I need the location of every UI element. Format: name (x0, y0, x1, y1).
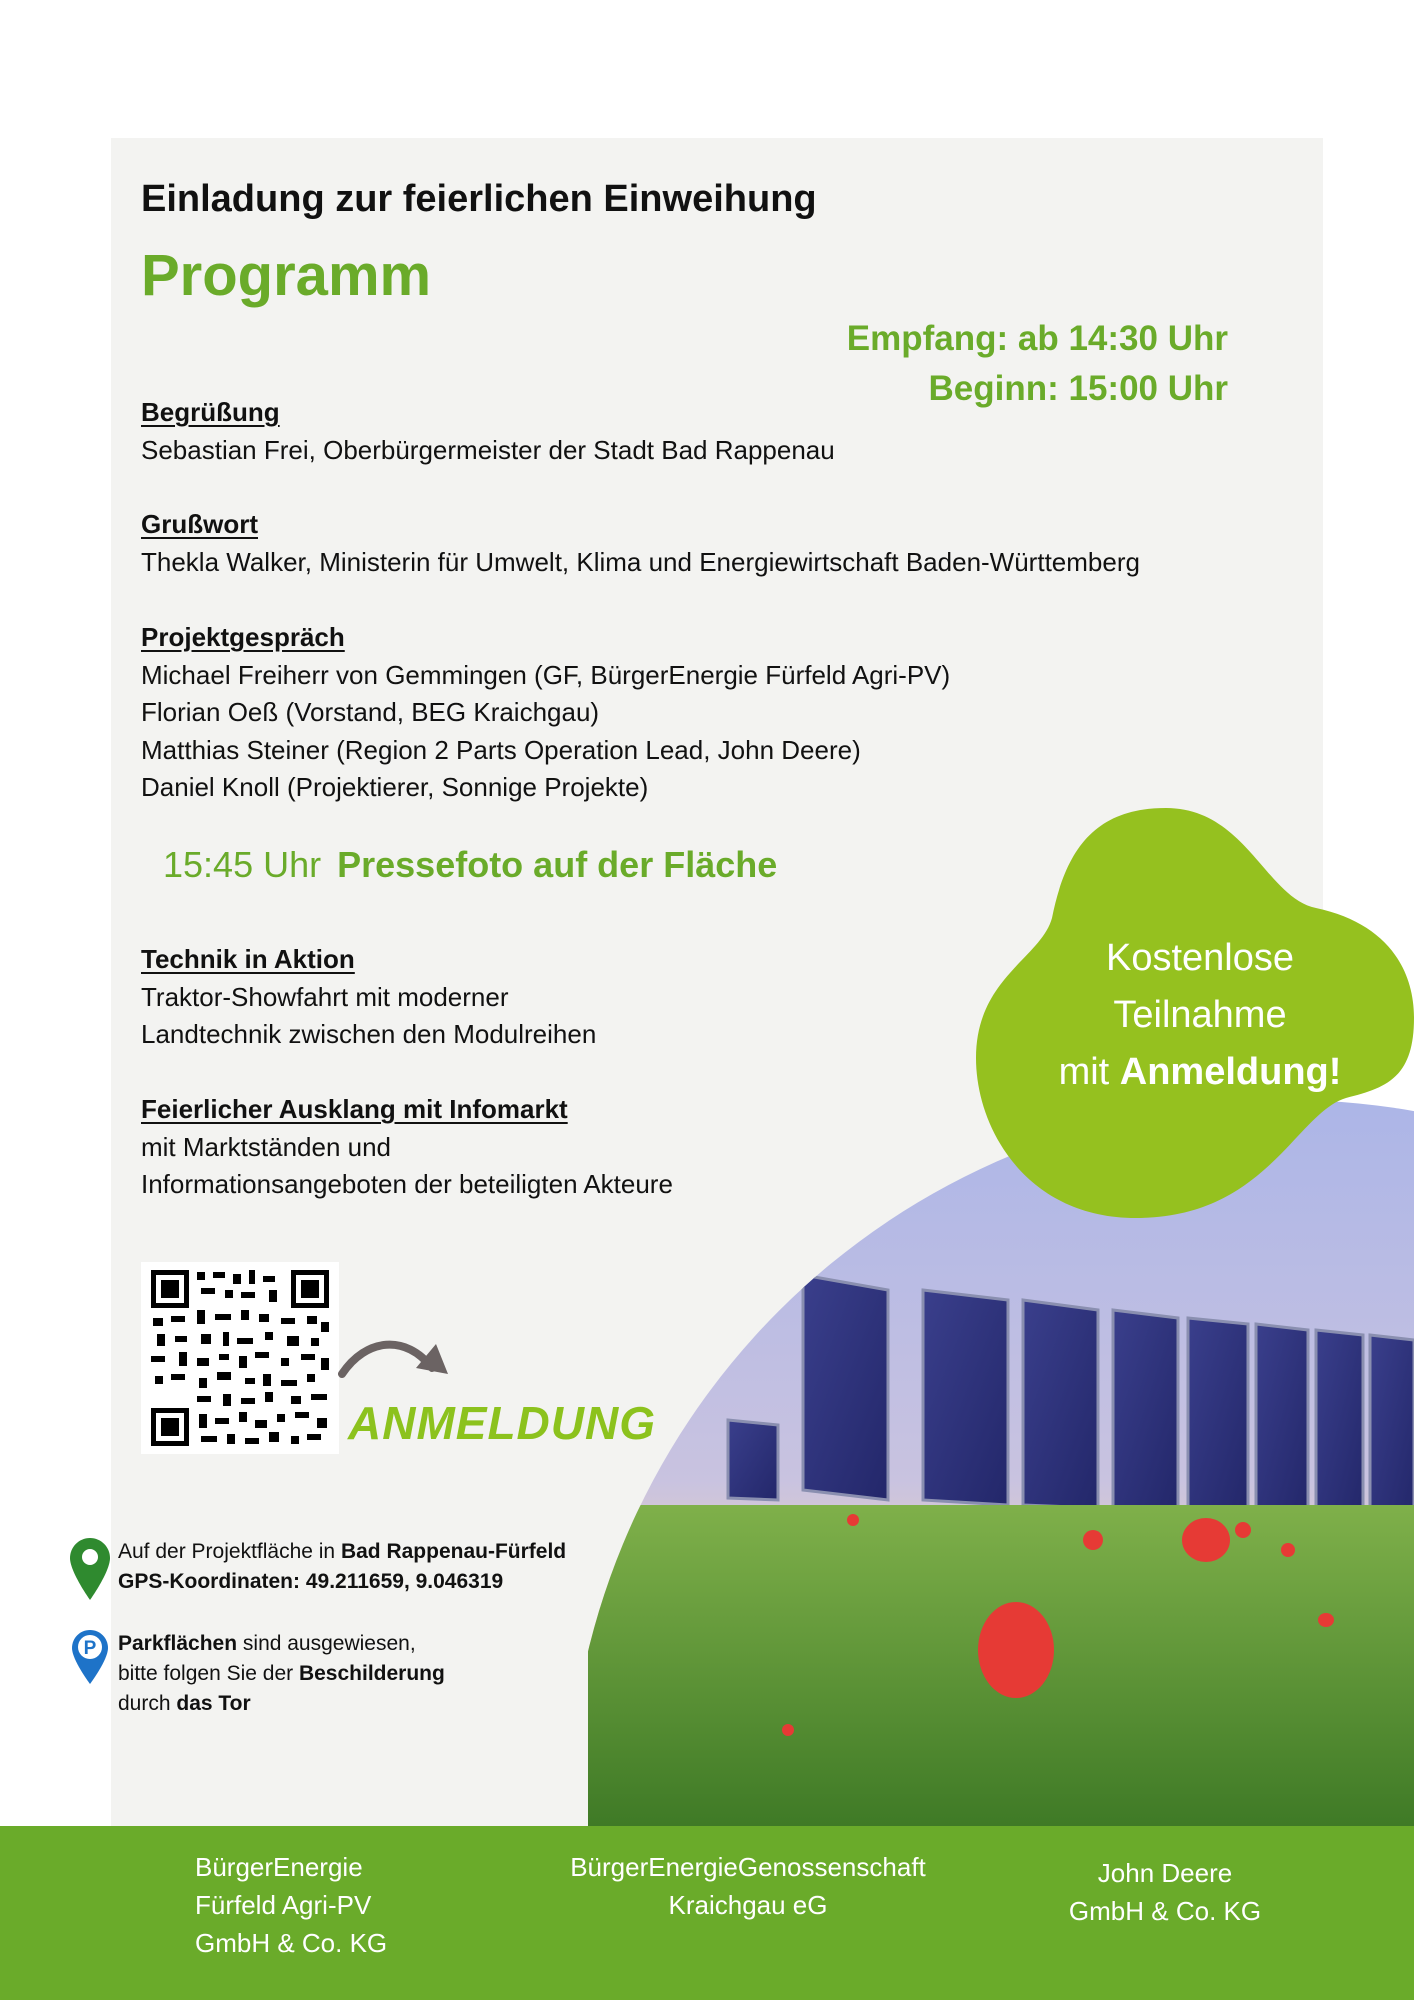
location-place: Bad Rappenau-Fürfeld (340, 1540, 567, 1563)
program-item-line: Sebastian Frei, Oberbürgermeister der Stadt Bad Rappenau (141, 434, 835, 465)
page-title: Programm (141, 243, 432, 308)
parking-bold-3: das Tor (176, 1692, 251, 1715)
badge-text (1030, 930, 1370, 1101)
gps-coordinates: GPS-Koordinaten: 49.211659, 9.046319 (118, 1570, 504, 1593)
parking-pin-icon (72, 1630, 108, 1684)
parking-line-2 (118, 1659, 445, 1689)
program-item-title: Projektgespräch (141, 622, 345, 652)
parking-text-2: bitte folgen Sie der (118, 1662, 299, 1685)
program-item-line: Matthias Steiner (Region 2 Parts Operation Lead, John Deere) (141, 734, 861, 765)
press-label: Pressefoto auf der Fläche (337, 844, 778, 885)
footer-line: BürgerEnergie (195, 1852, 363, 1882)
program-item-line: Daniel Knoll (Projektierer, Sonnige Projekte) (141, 772, 649, 802)
gps-line (118, 1567, 566, 1597)
parking-text-1: sind ausgewiesen, (237, 1632, 416, 1655)
registration-qr-code[interactable] (141, 1262, 339, 1454)
press-photo-line (163, 844, 777, 886)
location-prefix: Auf der Projektfläche in (118, 1540, 341, 1563)
program-item-line: Landtechnik zwischen den Modulreihen (141, 1019, 597, 1049)
invitation-heading: Einladung zur feierlichen Einweihung (141, 178, 817, 220)
parking-bold-2: Beschilderung (298, 1662, 445, 1685)
location-pin-icon (70, 1538, 110, 1600)
program-item-title: Technik in Aktion (141, 944, 355, 974)
program-item-line: Thekla Walker, Ministerin für Umwelt, Klima und Energiewirtschaft Baden-Württemberg (141, 546, 1140, 577)
program-item-greeting (141, 394, 835, 469)
footer-partner-2 (548, 1848, 948, 1924)
program-item-line: Michael Freiherr von Gemmingen (GF, BürgerEnergie Fürfeld Agri-PV) (141, 659, 951, 690)
footer-partner-3 (1040, 1854, 1290, 1930)
program-item-title: Feierlicher Ausklang mit Infomarkt (141, 1094, 568, 1124)
program-item-technik (141, 941, 596, 1054)
footer-line: BürgerEnergieGenossenschaft (570, 1852, 926, 1882)
curved-arrow-icon (336, 1334, 454, 1394)
reception-time: Empfang: ab 14:30 Uhr (846, 319, 1228, 358)
program-item-address (141, 506, 1140, 581)
program-item-line: Florian Oeß (Vorstand, BEG Kraichgau) (141, 697, 600, 727)
registration-label[interactable]: ANMELDUNG (348, 1397, 656, 1449)
program-item-closing (141, 1091, 673, 1204)
press-time: 15:45 Uhr (163, 844, 322, 885)
footer-line: Fürfeld Agri-PV (195, 1890, 372, 1920)
event-times (847, 314, 1228, 414)
badge-line-2: Teilnahme (1113, 994, 1287, 1036)
badge-line-3-bold: Anmeldung! (1119, 1051, 1342, 1093)
badge-line-1: Kostenlose (1105, 937, 1294, 979)
location-line (118, 1537, 566, 1567)
location-info (118, 1537, 566, 1597)
program-item-line: Traktor-Showfahrt mit moderner (141, 981, 509, 1012)
program-item-title: Grußwort (141, 509, 258, 539)
footer-line: GmbH & Co. KG (1068, 1896, 1262, 1926)
badge-line-3-prefix: mit (1058, 1051, 1120, 1093)
parking-line-3 (118, 1689, 445, 1719)
badge-line-3 (1030, 1044, 1370, 1101)
svg-text:P: P (83, 1638, 97, 1659)
footer-line: Kraichgau eG (668, 1890, 828, 1920)
program-item-talk (141, 619, 950, 807)
parking-info (118, 1629, 445, 1719)
parking-line-1 (118, 1629, 445, 1659)
footer-line: GmbH & Co. KG (195, 1928, 388, 1958)
footer (0, 1826, 1414, 2000)
footer-line: John Deere (1097, 1858, 1233, 1888)
start-time: Beginn: 15:00 Uhr (928, 369, 1228, 408)
parking-text-3: durch (118, 1692, 177, 1715)
parking-bold-1: Parkflächen (118, 1632, 238, 1655)
program-item-line: mit Marktständen und (141, 1131, 392, 1162)
program-item-title: Begrüßung (141, 397, 280, 427)
footer-partner-1 (195, 1848, 387, 1962)
program-item-line: Informationsangeboten der beteiligten Akteure (141, 1169, 673, 1199)
